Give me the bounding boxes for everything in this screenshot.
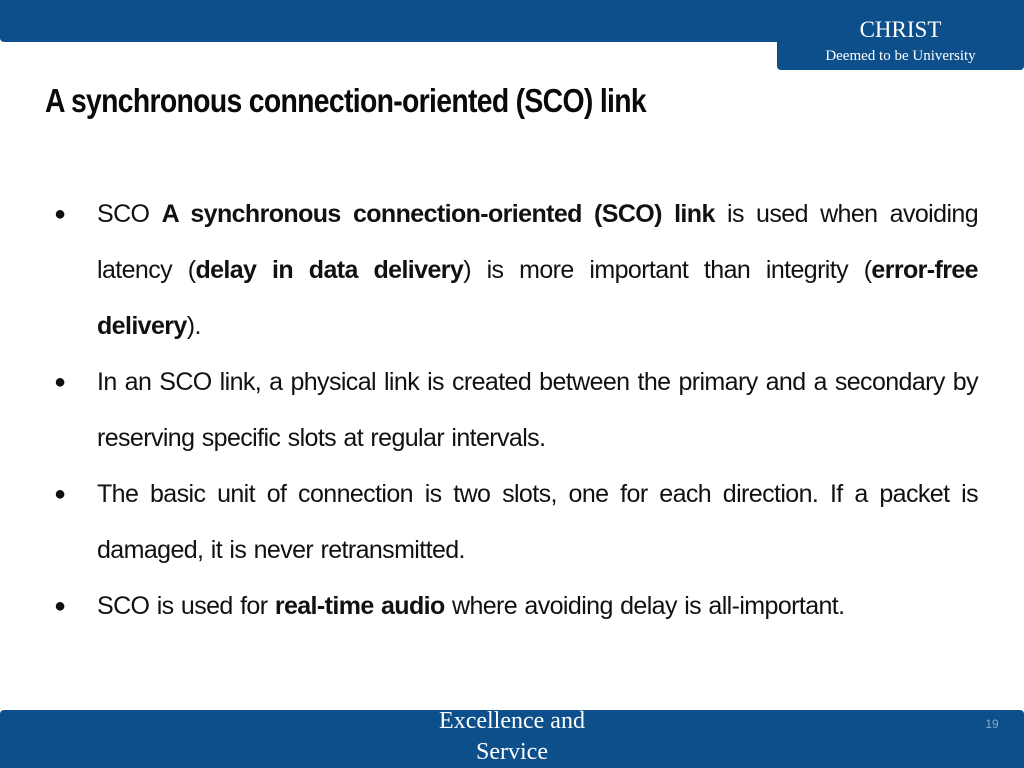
- bullet-item: [50, 466, 978, 578]
- bullet-text: ) is more important than integrity (: [463, 256, 872, 284]
- bullet-text: The basic unit of connection is two slots, one for each direction. If a packet is damaged, it is never retransmitted.: [97, 480, 978, 564]
- bullet-bold-text: A synchronous connection-oriented (SCO) link: [161, 200, 715, 228]
- bullet-text: In an SCO link, a physical link is created between the primary and a secondary by reserving specific slots at regular intervals.: [97, 368, 978, 452]
- bullet-bold-text: error-free delivery: [97, 256, 978, 340]
- bullet-text: where avoiding delay is all-important.: [444, 592, 845, 620]
- brand-name: CHRIST: [859, 17, 942, 42]
- bullet-dot-icon: ●: [54, 595, 66, 617]
- bullet-text: SCO is used for: [97, 592, 275, 620]
- bullet-item: [50, 186, 978, 354]
- bullet-text: ).: [186, 312, 201, 340]
- footer-tagline-line2: Service: [476, 739, 548, 765]
- bullet-text: SCO: [97, 200, 162, 228]
- bullet-list: [50, 186, 978, 634]
- bullet-dot-icon: ●: [54, 203, 66, 225]
- bullet-bold-text: delay in data delivery: [195, 256, 464, 284]
- page-number: 19: [985, 717, 999, 731]
- bullet-bold-text: real-time audio: [274, 592, 445, 620]
- footer-tagline: [412, 706, 612, 768]
- bullet-dot-icon: ●: [54, 371, 66, 393]
- bullet-item: [50, 578, 978, 634]
- bullet-dot-icon: ●: [54, 483, 66, 505]
- university-logo: [777, 0, 1024, 70]
- bullet-item: [50, 354, 978, 466]
- slide-title: A synchronous connection-oriented (SCO) link: [45, 82, 646, 119]
- brand-subtitle: Deemed to be University: [825, 48, 976, 64]
- footer-tagline-line1: Excellence and: [439, 708, 585, 734]
- bullet-text: is used when avoiding latency (: [97, 200, 979, 284]
